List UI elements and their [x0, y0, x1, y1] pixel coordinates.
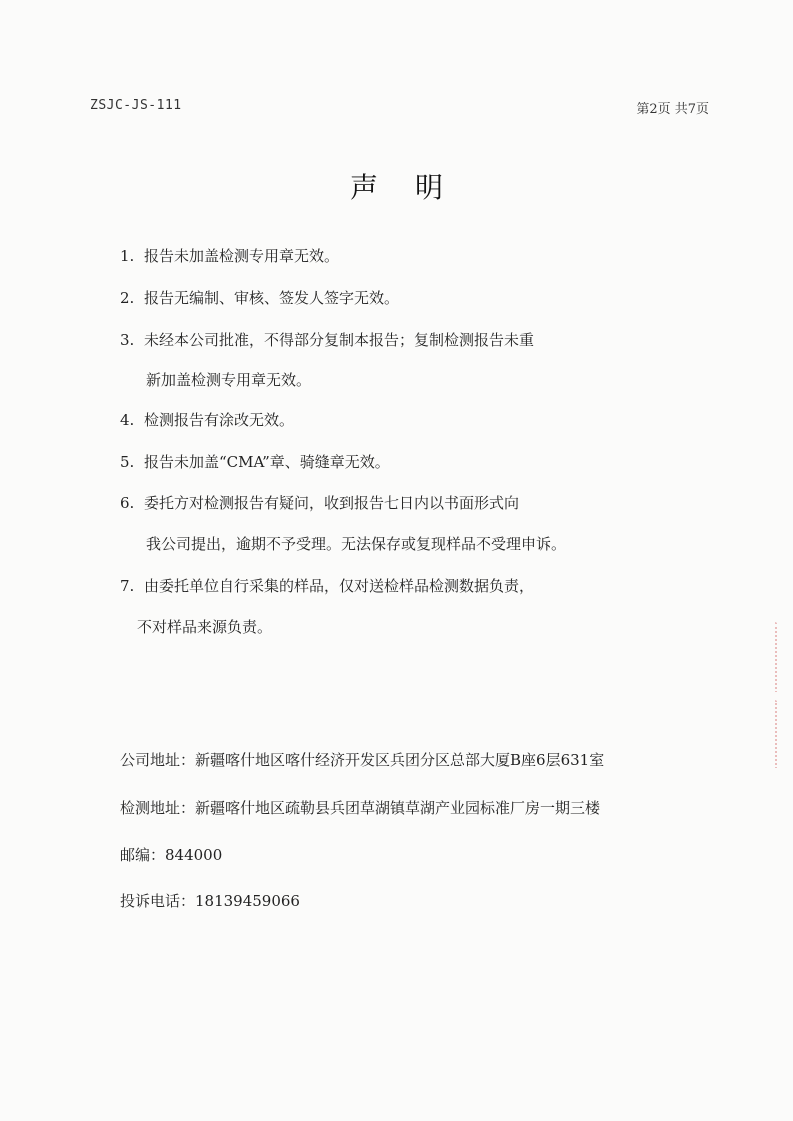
statement-item-2: [120, 287, 399, 308]
item-number: 1.: [120, 247, 135, 265]
seam-stamp-fragment: [771, 700, 793, 768]
item-text: 由委托单位自行采集的样品，仅对送检样品检测数据负责，: [144, 577, 535, 595]
postcode: 邮编：844000: [120, 846, 223, 864]
page-title: 声 明: [350, 171, 457, 204]
statement-item-5: [120, 451, 390, 472]
statement-item-6: [120, 492, 519, 513]
item-text: 委托方对检测报告有疑问，收到报告七日内以书面形式向: [144, 494, 520, 512]
item-text: 报告未加盖“CMA”章、骑缝章无效。: [144, 453, 390, 471]
item-number: 7.: [120, 577, 135, 595]
document-code: ZSJC-JS-111: [90, 98, 182, 113]
page-number: 第2页 共7页: [636, 102, 709, 117]
item-text: 检测报告有涂改无效。: [144, 411, 295, 429]
test-address: 检测地址：新疆喀什地区疏勒县兵团草湖镇草湖产业园标准厂房一期三楼: [120, 799, 601, 817]
item-number: 2.: [120, 289, 135, 307]
item-text: 报告无编制、审核、签发人签字无效。: [144, 289, 400, 307]
statement-item-6-continuation: 我公司提出，逾期不予受理。无法保存或复现样品不受理申诉。: [146, 535, 567, 553]
statement-item-3-continuation: 新加盖检测专用章无效。: [146, 371, 312, 389]
item-text: 未经本公司批准，不得部分复制本报告；复制检测报告未重: [144, 331, 535, 349]
statement-item-4: [120, 409, 294, 430]
item-number: 4.: [120, 411, 135, 429]
item-text: 报告未加盖检测专用章无效。: [144, 247, 340, 265]
item-number: 5.: [120, 453, 135, 471]
statement-item-1: [120, 245, 339, 266]
statement-item-3: [120, 329, 534, 350]
seam-stamp-fragment: [771, 622, 793, 692]
complaint-phone: 投诉电话：18139459066: [120, 892, 300, 910]
statement-item-7-continuation: 不对样品来源负责。: [137, 618, 273, 636]
item-number: 3.: [120, 331, 135, 349]
statement-item-7: [120, 575, 534, 596]
item-number: 6.: [120, 494, 135, 512]
company-address: 公司地址：新疆喀什地区喀什经济开发区兵团分区总部大厦B座6层631室: [120, 751, 605, 769]
